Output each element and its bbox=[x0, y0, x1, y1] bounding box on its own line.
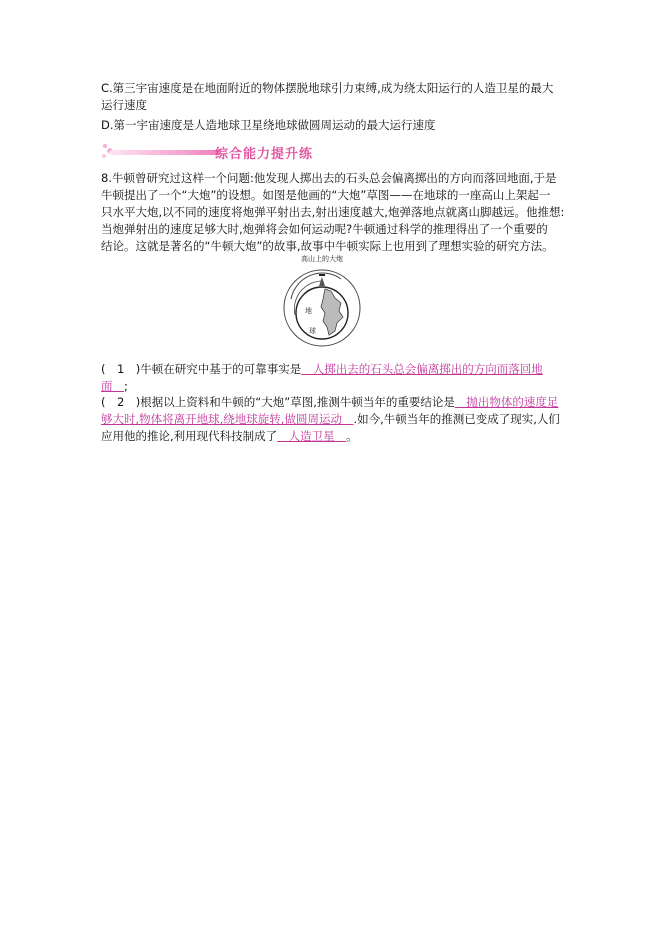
question-2-suffix: .如今,牛顿当年的推测已变成了现实,人们 bbox=[353, 412, 560, 426]
question-1-line-2 bbox=[101, 378, 128, 394]
figure-label-di: 地 bbox=[305, 307, 312, 315]
question-1-answer-part-1: 人掷出去的石头总会偏离掷出的方向而落回地 bbox=[301, 362, 543, 376]
section-title: 综合能力提升练 bbox=[215, 147, 314, 162]
question-1-line-1 bbox=[101, 361, 543, 377]
cannon-shape bbox=[319, 274, 325, 276]
section-header bbox=[101, 141, 361, 163]
question-8-line-5: 结论。这就是著名的“牛顿大炮”的故事,故事中牛顿实际上也用到了理想实验的研究方法。 bbox=[101, 239, 554, 253]
question-2-line-2 bbox=[101, 411, 560, 427]
section-bar bbox=[109, 150, 221, 155]
question-1-answer-part-2: 面 bbox=[101, 379, 124, 393]
question-8-line-2: 牛顿提出了一个“大炮”的设想。如图是他画的“大炮”草图——在地球的一座高山上架起一 bbox=[101, 188, 551, 202]
question-1-suffix: ; bbox=[124, 379, 128, 393]
question-2-line-3-prefix: 应用他的推论,利用现代科技制成了 bbox=[101, 429, 278, 443]
mountain-shape bbox=[319, 277, 325, 286]
question-2-line-3 bbox=[101, 428, 358, 444]
figure-caption: 高山上的大炮 bbox=[301, 255, 343, 263]
question-8-line-3: 只水平大炮,以不同的速度将炮弹平射出去,射出速度越大,炮弹落地点就离山脚越远。他推想: bbox=[101, 205, 565, 219]
question-2-answer-part-2: 够大时,物体将离开地球,绕地球旋转,做圆周运动 bbox=[101, 412, 354, 426]
question-8-line-1: 8.牛顿曾研究过这样一个问题:他发现人掷出去的石头总会偏离掷出的方向而落回地面,于是 bbox=[101, 171, 557, 185]
question-8-line-4: 当炮弹射出的速度足够大时,炮弹将会如何运动呢?牛顿通过科学的推理得出了一个重要的 bbox=[101, 222, 548, 236]
question-1-prefix: ( 1 )牛顿在研究中基于的可靠事实是 bbox=[101, 362, 302, 376]
option-c-line-2: 运行速度 bbox=[101, 98, 147, 112]
question-2-answer-part-1: 抛出物体的速度足 bbox=[454, 395, 559, 409]
newton-cannon-figure bbox=[283, 253, 361, 353]
question-2-prefix: ( 2 )根据以上资料和牛顿的“大炮”草图,推测牛顿当年的重要结论是 bbox=[101, 395, 455, 409]
question-2-answer-3: 人造卫星 bbox=[277, 429, 347, 443]
question-2-line-3-suffix: 。 bbox=[346, 429, 358, 443]
question-2-line-1 bbox=[101, 394, 558, 410]
option-c-line-1: C.第三宇宙速度是在地面附近的物体摆脱地球引力束缚,成为绕太阳运行的人造卫星的最大 bbox=[101, 81, 554, 95]
option-d-line: D.第一宇宙速度是人造地球卫星绕地球做圆周运动的最大运行速度 bbox=[101, 118, 436, 132]
figure-label-qiu: 球 bbox=[309, 327, 316, 335]
